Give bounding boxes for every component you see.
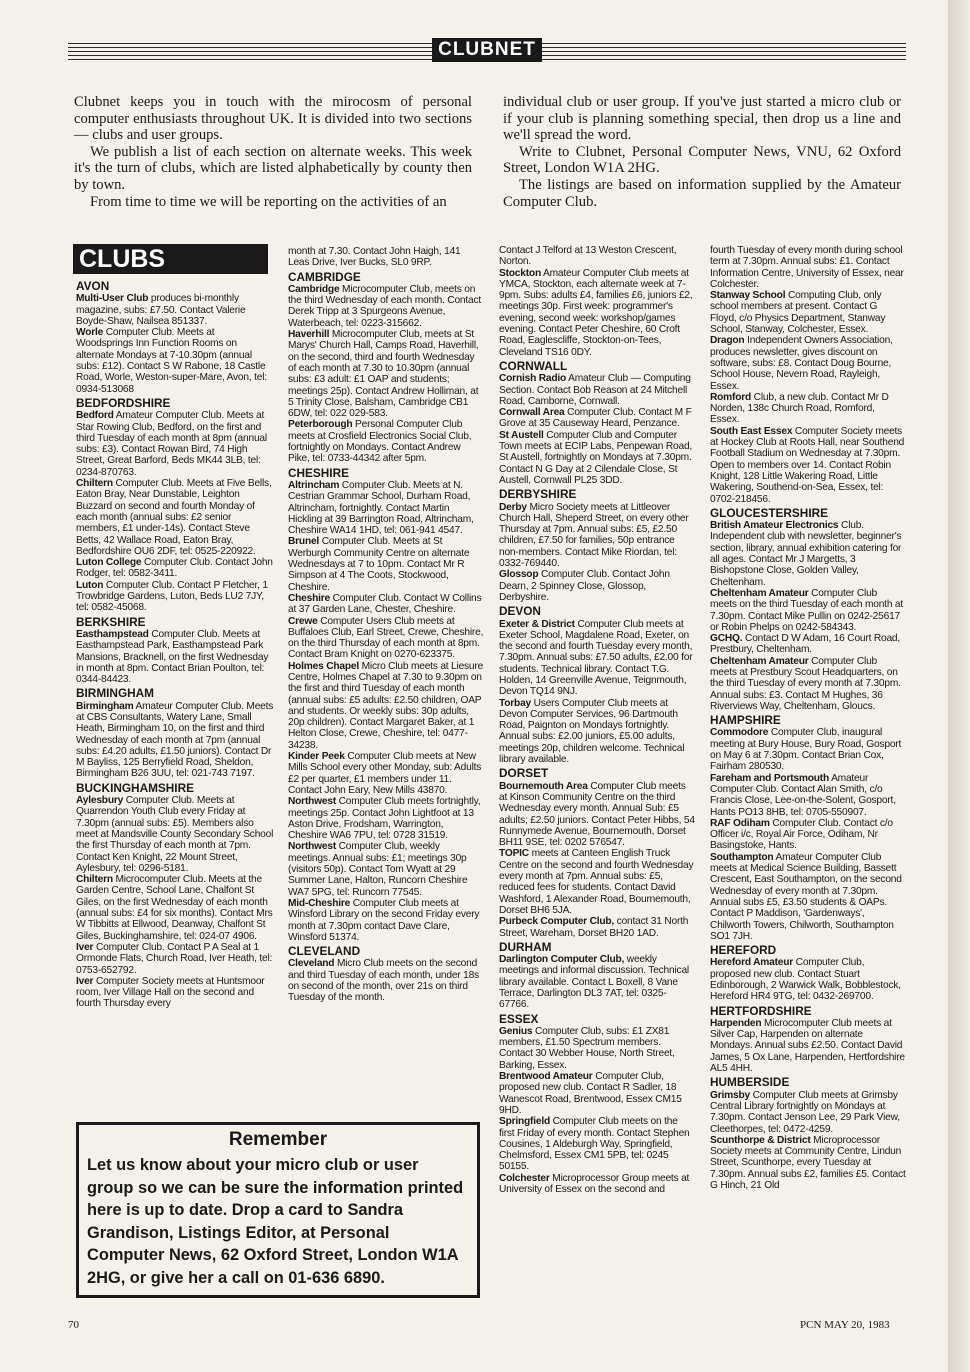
club-entry — [710, 818, 906, 852]
club-name: Scunthorpe & District — [710, 1134, 811, 1146]
club-name: Torbay — [499, 697, 532, 709]
club-entry — [499, 502, 695, 570]
intro-paragraph: Clubnet keeps you in touch with the mirocosm of personal computer enthusiasts throughout UK. It is divided into two sections — clubs and user groups. — [74, 94, 472, 144]
club-name: Crewe — [288, 615, 318, 627]
club-entry — [499, 1071, 695, 1116]
club-details: Computer Club, weekly meetings. Annual subs: £1; meetings 30p (visitors 50p). Contact Tom Wyatt at 29 Summer Lane, Halton, Runcorn Cheshire WA7 5PG, tel: Runcorn 77545. — [288, 841, 468, 898]
club-details: Amateur Computer Club. Meets at Star Rowing Club, Bedford, on the first and third Tuesday of each month at 8pm (annual subs: £3). Contact Rowan Bird, 74 High Street, Great Barford, Beds MK44 3LB, tel: 0234-870763. — [76, 410, 267, 478]
remember-title: Remember — [228, 1129, 328, 1150]
club-details: Microprocessor Society meets at Community Centre, Lindun Street, Scunthorpe, every Tuesday at 7.30pm. Annual subs £2, families £5. Contact G Hinch, 21 Old — [710, 1134, 906, 1192]
club-entry — [710, 727, 906, 772]
club-entry — [76, 795, 274, 874]
club-details: Computer Club. Meets at N. Cestrian Grammar School, Durham Road, Altrincham, fortnightly. Contact Martin Hickling at 39 Barrington Road, Altrincham, Cheshire WA14 1HD, tel: 061-941 4547. — [288, 479, 474, 537]
club-details: Computer Club, proposed new club. Contact R Sadler, 18 Wanescot Road, Brentwood, Essex CM15 9HD. — [499, 1071, 682, 1116]
club-name: Iver — [76, 975, 94, 987]
club-name: Easthampstead — [76, 628, 149, 640]
club-name: RAF Odiham — [710, 817, 770, 829]
club-entry — [710, 852, 906, 942]
club-details: Micro Society meets at Littleover Church Hall, Sheperd Street, on every other Thursday at 7pm. Annual subs: £5, £2.50 children, £7.50 for families, 50p entrance non-members. Contact Mike Riordan, tel: 0332-769440. — [499, 501, 689, 570]
club-entry — [710, 392, 906, 426]
club-entry — [288, 898, 484, 943]
club-details: Microcomputer Club, meets at St Marys' Church Hall, Camps Road, Haverhill, on the second, third and fourth Wednesday of each month at 7.30 to 10.30pm (annual subs: £3 adult: £1 OAP and students; meetings 25p). Contact Andrew Holliman, at 5 Trinity Close, Balsham, Cambridge CB1 6DW, tel: 022 029-583. — [288, 329, 479, 420]
club-name: Bournemouth Area — [499, 780, 588, 792]
county-heading: DURHAM — [499, 939, 552, 954]
club-details: Contact J Telford at 13 Weston Crescent, Norton. — [499, 245, 677, 268]
club-details: Users Computer Club meets at Devon Computer Services, 96 Dartmouth Road, Paignton on Mondays fortnightly. Annual subs: £2.00 juniors, £5.00 adults, meetings 20p, children welcome. Technical library available. — [499, 697, 685, 766]
club-entry — [288, 419, 484, 464]
club-name: Northwest — [288, 841, 337, 853]
club-details: Amateur Computer Club. Contact Alan Smith, c/o Francis Close, Lee-on-the-Solent, Gosport, Hants PO13 8HB, tel: 0705-550907. — [710, 772, 896, 818]
club-details: Amateur Club — Computing Section. Contact Bob Reason at 24 Mitchell Road, Camborne, Cornwall. — [499, 373, 691, 407]
club-details: Amateur Computer Club meets at Medical Science Building, Bassett Crescent, East Southampton, on the second Wednesday of every month at 7.30pm. Annual subs £5, £3.50 students & OAPs. Contact P Maddison, 'Gardenways', Chilworth Towers, Chilworth, Southampton SO1 7JH. — [710, 851, 902, 942]
club-name: Aylesbury — [76, 795, 124, 807]
club-details: Microcomputer Club, meets on the third Wednesday of each month. Contact Derek Tripp at 3 Spurgeons Avenue, Waterbeach, tel: 0223-315662. — [288, 283, 482, 329]
club-name: Worle — [76, 327, 104, 339]
club-name: Northwest — [288, 796, 337, 808]
club-details: Computer Club. Meets at Easthampstead Park, Easthampstead Park Mansions, Bracknell, on the first Wednesday in month at 8pm. Contact Brian Poulton, tel: 0344-84423. — [76, 628, 269, 686]
club-name: Cornwall Area — [499, 407, 565, 419]
club-details: Contact D W Adam, 16 Court Road, Prestbury, Cheltenham. — [710, 633, 901, 656]
club-name: Multi-User Club — [76, 293, 149, 305]
club-details: Computer Club, subs: £1 ZX81 members, £1.50 Spectrum members. Contact 30 Webber House, North Street, Barking, Essex. — [499, 1025, 675, 1071]
club-entry — [76, 557, 274, 580]
club-details: Computer Club. Meets at St Werburgh Community Centre on alternate Wednesdays at 7 to 10pm. Contact Mr R Simpson at 4 The Coots, Stockwood, Cheshire. — [288, 536, 470, 593]
club-entry — [288, 796, 484, 841]
club-details: Computer Club, proposed new club. Contact Stuart Edinborough, 2 Warwick Walk, Bobblestock, Hereford HR4 9TG, tel: 0432-269700. — [710, 957, 901, 1003]
club-details: Computer Club meets at Exeter School, Magdalene Road, Exeter, on the second and fourth Tuesday every month, 7.30pm. Annual subs: £7.50 adults, £2.00 for students. Technical library. Contact T.G. Holden, 14 Greenville Avenue, Teignmouth, Devon TQ14 9NJ. — [499, 618, 693, 698]
club-entry — [76, 629, 274, 685]
club-details: Computer Club. Contact John Rodger, tel: 0582-3411. — [76, 557, 273, 580]
club-name: TOPIC — [499, 848, 529, 860]
club-name: Grimsby — [710, 1089, 750, 1101]
club-details: Computer Club meets on the third Tuesday of each month at 7.30pm. Contact Mike Pullin on 0242-25617 or Robin Phelps on 0242-584343. — [710, 587, 904, 633]
listing-column-2 — [288, 246, 484, 1004]
county-heading: BUCKINGHAMSHIRE — [76, 780, 194, 795]
club-details: Club. Independent club with newsletter, beginner's section, library, annual exhibition catering for all ages. Contact Mr J Margetts, 3 Bishopstone Close, Golden Valley, Cheltenham. — [710, 520, 902, 588]
club-details: Amateur Computer Club meets at YMCA, Stockton, each alternate week at 7-9pm. Subs: adults £4, families £6, juniors £2, meetings 30p. First week: programmer's evening, second week: workshop/games evening. Contact Peter Cheshire, 60 Croft Road, Eaglescliffe, Stockton-on-Tees, Cleveland TS16 0DY. — [499, 267, 693, 358]
club-name: Springfield — [499, 1116, 551, 1128]
club-details: Computing Club, only school members at present. Contact G Floyd, c/o Physics Department, Stanway School, Stanway, Colchester, Essex. — [710, 290, 886, 336]
club-details: Computer Club. Contact M F Grove at 35 Causeway Heard, Penzance. — [499, 407, 692, 430]
club-name: Holmes Chapel — [288, 660, 359, 672]
club-details: Amateur Computer Club. Meets at CBS Consultants, Watery Lane, Small Heath, Birmingham 10, on the first and third Wednesday of each month at 7pm (annual subs: £4.20 adults, £1.50 juniors). Contact Dr M Bayliss, 125 Berryfield Road, Sheldon, Birmingham B26 3UU, tel: 021-743 7197. — [76, 700, 274, 780]
club-name: Purbeck Computer Club, — [499, 916, 615, 928]
club-name: Fareham and Portsmouth — [710, 772, 829, 784]
club-entry — [288, 616, 484, 661]
club-entry — [499, 430, 695, 486]
listing-column-4 — [710, 245, 906, 1191]
club-name: Cheltenham Amateur — [710, 587, 809, 599]
club-details: Personal Computer Club meets at Crosfield Electronics Social Club, fortnightly on Mondays. Contact Andrew Pike, tel: 0733-44342 after 5pm. — [288, 419, 472, 465]
page-number: 70 — [68, 1319, 79, 1331]
club-entry — [499, 407, 695, 430]
club-entry — [499, 916, 695, 939]
county-heading: CHESHIRE — [288, 465, 349, 480]
club-name: Cheltenham Amateur — [710, 655, 809, 667]
intro-left — [74, 94, 472, 210]
club-details: Microprocessor Group meets at University of Essex on the second and — [499, 1172, 690, 1196]
club-name: Bedford — [76, 410, 114, 422]
club-entry — [499, 698, 695, 766]
club-entry — [499, 1026, 695, 1071]
club-name: Southampton — [710, 851, 774, 863]
club-details: Computer Club meets at Kinson Community Centre on the third Wednesday every month. Annual Sub: £5 adults; £2.50 juniors. Contact Peter Hibbs, 54 Runnymede Avenue, Bournemouth, Dorset BH11 9SE, tel: 0202 576547. — [499, 780, 695, 849]
club-details: Computer Club. Contact P Fletcher, 1 Trowbridge Gardens, Luton, Beds LU2 7JY, tel: 0582-45068. — [76, 579, 268, 614]
club-name: Iver — [76, 941, 94, 953]
club-details: weekly meetings and informal discussion. Technical library available. Contact L Boxell, 8 Vane Terrace, Darlington DL3 7AT, tel: 0325-67766. — [499, 954, 689, 1011]
intro-paragraph: We publish a list of each section on alternate weeks. This week it's the turn of clubs, which are listed alphabetically by county then by town. — [74, 143, 472, 193]
club-details: Club, a new club. Contact Mr D Norden, 138c Church Road, Romford, Essex. — [710, 391, 889, 426]
club-details: Computer Club. Contact W Collins at 37 Garden Lane, Chester, Cheshire. — [288, 592, 482, 616]
club-name: Cambridge — [288, 283, 340, 295]
club-entry — [499, 954, 695, 1010]
county-heading: HUMBERSIDE — [710, 1075, 790, 1090]
club-entry — [499, 373, 695, 407]
clubs-heading: CLUBS — [73, 244, 268, 274]
club-name: Genius — [499, 1025, 533, 1037]
club-details: Microcomputer Club meets at Silver Cap, Harpenden on alternate Mondays. Annual subs £2.50. Contact David James, 5 Ox Lane, Harpenden, Hertfordshire AL5 4HH. — [710, 1017, 905, 1075]
club-details: Computer Club meets at New Mills School every other Monday, sub: Adults £2 per quarter, £1 members under 11. Contact John Eary, New Mills 43870. — [288, 751, 482, 796]
club-name: Commodore — [710, 727, 769, 739]
club-details: Computer Club. Meets at Woodsprings Inn Function Rooms on alternate Mondays at 7-10.30pm (annual subs: £12). Contact S W Rabone, 18 Castle Road, Worle, Weston-super-Mare, Avon, tel: 0934-513068 — [76, 327, 267, 395]
club-entry — [288, 536, 484, 592]
club-details: Micro Club meets on the second and third Tuesday of each month, under 18s on second of the month, over 21s on third Tuesday of the month. — [288, 958, 479, 1004]
club-entry — [76, 478, 274, 557]
club-entry — [288, 480, 484, 536]
intro-right — [503, 94, 901, 210]
club-name: Exeter & District — [499, 618, 575, 630]
club-entry — [710, 335, 906, 391]
county-heading: DERBYSHIRE — [499, 487, 577, 502]
club-entry — [710, 588, 906, 633]
club-name: Chiltern — [76, 478, 113, 490]
club-entry — [76, 327, 274, 395]
club-entry — [288, 593, 484, 616]
club-name: Cheshire — [288, 592, 330, 604]
page-edge-shadow — [948, 0, 970, 1372]
intro-paragraph: individual club or user group. If you've just started a micro club or if your club is planning something special, then drop us a line and we'll spread the word. — [503, 94, 901, 144]
club-name: Colchester — [499, 1172, 550, 1184]
club-entry — [499, 781, 695, 849]
club-entry — [76, 976, 274, 1010]
club-name: Brunel — [288, 536, 320, 548]
club-entry — [499, 1173, 695, 1196]
club-name: Harpenden — [710, 1017, 762, 1029]
club-entry — [499, 1116, 695, 1172]
county-heading: CLEVELAND — [288, 944, 361, 959]
club-details: produces bi-monthly magazine, subs: £7.50. Contact Valerie Boyde-Shaw, Nailsea 851337. — [76, 293, 246, 327]
club-entry — [710, 426, 906, 505]
club-entry — [499, 245, 695, 268]
club-entry — [288, 329, 484, 419]
county-heading: AVON — [76, 279, 110, 293]
remember-box — [76, 1122, 480, 1298]
club-name: Dragon — [710, 335, 745, 347]
club-entry — [710, 1090, 906, 1135]
section-banner: CLUBNET — [432, 38, 542, 62]
club-details: Computer Club meets at Grimsby Central Library fortnightly on Mondays at 7.30pm. Contact Jenson Lee, 29 Park View, Cleethorpes, tel: 0472-4259. — [710, 1089, 900, 1135]
club-name: GCHQ. — [710, 633, 743, 645]
club-entry — [710, 245, 906, 290]
club-entry — [710, 290, 906, 335]
listing-column-3 — [499, 245, 695, 1195]
club-entry — [288, 958, 484, 1003]
club-details: fourth Tuesday of every month during school term at 7.30pm. Annual subs: £1. Contact Information Centre, University of Essex, near Colchester. — [710, 245, 904, 290]
club-name: Glossop — [499, 569, 539, 581]
club-name: Stanway School — [710, 290, 786, 302]
county-heading: DEVON — [499, 604, 541, 619]
club-entry — [76, 410, 274, 478]
page-footer: PCN MAY 20, 1983 — [800, 1319, 890, 1331]
club-details: Computer Club meets at Prestbury Scout Headquarters, on the third Tuesday of every month at 7.30pm. Annual subs: £3. Contact M Hughes, 36 Riverviews Way, Cheltenham, Gloucs. — [710, 655, 901, 712]
club-entry — [288, 841, 484, 897]
club-details: Computer Society meets at Hockey Club at Roots Hall, near Southend Football Stadium on Wednesday at 7.30pm. Open to members over 14. Contact Robin Knight, 128 Little Wakering Road, Little Wakering, Southend-on-Sea, Essex, tel: 0702-218456. — [710, 425, 905, 505]
club-name: Birmingham — [76, 700, 134, 712]
club-details: month at 7.30. Contact John Haigh, 141 Leas Drive, Iver Bucks, SL0 9RP. — [288, 246, 461, 269]
club-name: Romford — [710, 391, 752, 403]
club-details: Microcomputer Club. Meets at the Garden Centre, School Lane, Chalfont St Giles, on the first Wednesday of each month (annual subs: £4 for six months). Contact Mrs W Tibbitts at Ellwood, Deanway, Chalfont St Giles, Buckinghamshire, tel: 024-07 4906. — [76, 874, 273, 942]
club-name: Brentwood Amateur — [499, 1071, 593, 1083]
club-entry — [710, 520, 906, 588]
club-name: Haverhill — [288, 329, 330, 341]
county-heading: HERTFORDSHIRE — [710, 1003, 812, 1018]
club-details: contact 31 North Street, Wareham, Dorset BH20 1AD. — [499, 916, 689, 939]
club-entry — [710, 957, 906, 1002]
club-name: Kinder Peek — [288, 751, 345, 763]
club-entry — [288, 661, 484, 751]
county-heading: BERKSHIRE — [76, 614, 146, 629]
remember-text: Let us know about your micro club or user group so we can be sure the information printed here is up to date. Drop a card to Sandra Grandison, Listings Editor, at Personal Computer News, 62 Oxford Street, London W1A 2HG, or give her a call on 01-636 6890. — [87, 1156, 464, 1287]
club-details: Computer Club and Computer Town meets at ECIP Labs, Penpewan Road, St Austell, fortnightly on Mondays at 7.30pm. Contact N G Day at 2 Cilendale Close, St Austell, Cornwall PL25 3DD. — [499, 429, 693, 486]
county-heading: HEREFORD — [710, 943, 777, 958]
listing-column-1 — [76, 278, 274, 1010]
club-details: meets at Canteen English Truck Centre on the second and fourth Wednesday every month at 7pm. Annual subs: £5, reduced fees for students. Contact David Washford, 1 Alexander Road, Bournemouth, Dorset BH6 5JA. — [499, 848, 694, 916]
club-entry — [499, 848, 695, 916]
club-entry — [76, 874, 274, 942]
club-name: Mid-Cheshire — [288, 897, 351, 909]
intro-paragraph: Write to Clubnet, Personal Computer News, VNU, 62 Oxford Street, London W1A 2HG. — [503, 143, 901, 177]
county-heading: CORNWALL — [499, 358, 568, 373]
club-entry — [499, 619, 695, 698]
county-heading: BIRMINGHAM — [76, 686, 154, 701]
intro-paragraph: The listings are based on information supplied by the Amateur Computer Club. — [503, 176, 901, 210]
club-name: Luton College — [76, 557, 142, 569]
club-entry — [76, 701, 274, 780]
club-entry — [499, 569, 695, 603]
county-heading: DORSET — [499, 766, 549, 781]
club-details: Computer Club meets on the first Friday of every month. Contact Stephen Cousines, 1 Aldeburgh Way, Springfield, Chelmsford, Essex CM1 5PB, tel: 0245 50155. — [499, 1116, 690, 1173]
club-entry — [710, 656, 906, 712]
club-name: Cleveland — [288, 958, 335, 970]
county-heading: ESSEX — [499, 1011, 539, 1026]
club-name: Chiltern — [76, 874, 113, 886]
club-entry — [76, 942, 274, 976]
club-entry — [288, 284, 484, 329]
club-entry — [499, 268, 695, 358]
club-name: South East Essex — [710, 425, 793, 437]
club-details: Computer Club meets fortnightly, meetings 25p. Contact John Lightfoot at 13 Aston Drive, Frodsham, Warrington, Cheshire WA6 7PU, tel: 0728 31519. — [288, 796, 481, 842]
club-entry — [710, 773, 906, 818]
club-entry — [710, 1135, 906, 1191]
club-details: Computer Club meets at Winsford Library on the second Friday every month at 7.30pm contact Dave Clare, Winsford 51374. — [288, 897, 480, 943]
club-details: Computer Club. Meets at Quarrendon Youth Club every Friday at 7.30pm (annual subs: £5). Members also meet at Mandsville County Secondary School the first Thursday of each month at 7pm. Contact Ken Knight, 22 Mount Street, Aylesbury, tel: 0296-5181. — [76, 795, 274, 874]
club-name: Cornish Radio — [499, 373, 567, 385]
club-entry — [288, 751, 484, 796]
club-details: Computer Club. Contact c/o Officer i/c, Royal Air Force, Odiham, Nr Basingstoke, Hants. — [710, 817, 893, 852]
club-name: British Amateur Electronics — [710, 520, 839, 532]
club-details: Computer Society meets at Huntsmoor room, Iver Village Hall on the second and fourth Thursday every — [76, 975, 265, 1010]
club-details: Computer Club, inaugural meeting at Bury House, Bury Road, Gosport on May 6 at 7.30pm. Contact Brian Cox, Fairham 280530. — [710, 727, 902, 773]
club-name: Stockton — [499, 267, 541, 279]
club-details: Computer Club. Meets at Five Bells, Eaton Bray, Near Dunstable, Leighton Buzzard on second and fourth Monday of each month (annual subs: £2 senior members, £1 under-14s). Contact Steve Betts, 42 Wallace Road, Eaton Bray, Bedfordshire OU6 2DF, tel: 0525-220922. — [76, 478, 272, 557]
club-entry — [76, 293, 274, 327]
club-name: Derby — [499, 501, 527, 513]
club-entry — [710, 633, 906, 656]
club-details: Computer Users Club meets at Buffaloes Club, Earl Street, Crewe, Cheshire, on the third Thursday of each month at 8pm. Contact Bram Knight on 0270-623375. — [288, 615, 484, 661]
club-name: Peterborough — [288, 419, 353, 431]
intro-paragraph: From time to time we will be reporting on the activities of an — [90, 193, 447, 210]
county-heading: CAMBRIDGE — [288, 269, 361, 284]
club-details: Micro Club meets at Liesure Centre, Holmes Chapel at 7.30 to 9.30pm on the first and third Tuesday of each month (annual subs: £5 adults: £2.50 children, OAP and students. Or weekly subs: 30p adults, 20p children). Contact Margaret Baker, at 1 Helton Close, Crewe, Cheshire, tel: 0477-34238. — [288, 660, 484, 751]
club-name: Darlington Computer Club, — [499, 954, 625, 966]
club-name: St Austell — [499, 429, 544, 441]
county-heading: HAMPSHIRE — [710, 713, 781, 728]
club-details: Independent Owners Association, produces newsletter, gives discount on software, subs: £8. Contact Doug Bourne, School House, Nevern Road, Rayleigh, Essex. — [710, 335, 893, 392]
club-details: Computer Club. Contact John Dearn, 2 Spinney Close, Glossop, Derbyshire. — [499, 569, 670, 603]
county-heading: GLOUCESTERSHIRE — [710, 505, 828, 520]
club-entry — [710, 1018, 906, 1074]
club-entry — [76, 580, 274, 614]
county-heading: BEDFORDSHIRE — [76, 395, 171, 410]
club-name: Hereford Amateur — [710, 957, 794, 969]
club-name: Luton — [76, 579, 104, 591]
club-details: Computer Club. Contact P A Seal at 1 Ormonde Flats, Church Road, Iver Heath, tel: 0753-652792. — [76, 941, 273, 976]
club-entry — [288, 246, 484, 269]
club-name: Altrincham — [288, 479, 340, 491]
